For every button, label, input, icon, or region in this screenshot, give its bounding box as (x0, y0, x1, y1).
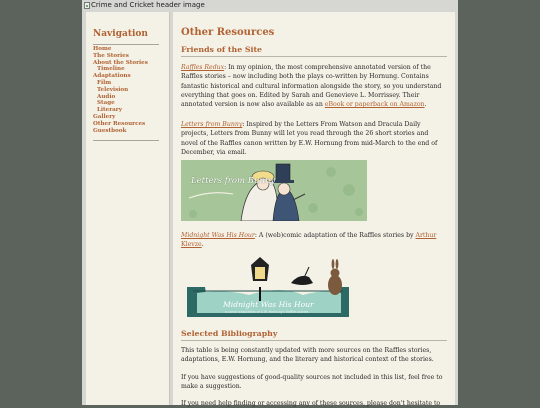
raffles-redux-text-end: . (424, 101, 427, 109)
friends-heading: Friends of the Site (181, 45, 263, 54)
bibliography-paragraph-3: If you need help finding or accessing any of these sources, please don't hesitate to (181, 400, 441, 407)
bibliography-heading-divider (181, 340, 447, 341)
midnight-banner-subtitle: a comic adaptation of E.W. Hornung's Raffles stories (225, 310, 309, 314)
letters-from-bunny-link[interactable]: Letters from Bunny (181, 121, 243, 128)
sidebar-item-home[interactable]: Home (93, 46, 112, 52)
sidebar-item-the-stories[interactable]: The Stories (93, 52, 129, 59)
sidebar-item-gallery[interactable]: Gallery (93, 113, 116, 120)
header-image (84, 0, 205, 10)
letters-from-bunny-banner-title: Letters from Bunny (191, 176, 276, 186)
sidebar-item-timeline[interactable]: Timeline (97, 66, 125, 73)
midnight-paragraph (181, 231, 445, 250)
sidebar-bottom-divider (93, 140, 159, 141)
letters-from-bunny-illustration (181, 160, 367, 221)
sidebar-title-divider (93, 44, 159, 45)
sidebar-item-about-the-stories[interactable]: About the Stories (93, 59, 148, 66)
sidebar-item-stage[interactable]: Stage (97, 100, 115, 107)
sidebar-item-audio[interactable]: Audio (97, 93, 116, 100)
sidebar-nav-list (93, 46, 148, 134)
midnight-banner-title: Midnight Was His Hour (223, 300, 314, 309)
raffles-redux-text: : In my opinion, the most comprehensive annotated version of the Raffles stories – now including both the plays co-written by Hornung. Contains fantastic historical and cultural information alongside the story, so you understand everything that goes on. Edited by Sarah and Genevieve L. Morrissey. Their annotated version is now also available as an (181, 64, 442, 109)
bibliography-heading: Selected Bibliography (181, 329, 278, 338)
header-image-alt-text: Crime and Cricket header image (91, 0, 205, 9)
midnight-was-his-hour-banner[interactable] (185, 255, 351, 319)
arthur-klevze-link[interactable]: Arthur Klevze (181, 232, 437, 249)
sidebar-item-television[interactable]: Television (97, 86, 129, 93)
main-content (173, 12, 455, 405)
sidebar-item-adaptations[interactable]: Adaptations (93, 73, 131, 80)
page-title: Other Resources (181, 27, 275, 38)
sidebar-item-literary[interactable]: Literary (97, 107, 122, 114)
midnight-text: : A (web)comic adaptation of the Raffles stories by (254, 232, 416, 239)
sidebar (86, 12, 170, 405)
friends-heading-divider (181, 56, 447, 57)
amazon-link[interactable]: eBook or paperback on Amazon (324, 101, 425, 109)
sidebar-title: Navigation (93, 29, 148, 39)
raffles-redux-link[interactable]: Raffles Redux (181, 64, 225, 71)
letters-from-bunny-text: : Inspired by the Letters From Watson and Dracula Daily projects, Letters from Bunny will let you read through the 26 short stories and novel of the Raffles canon written by E.W. Hornung from mid-March to the end of December, via email. (181, 121, 438, 156)
letters-from-bunny-paragraph (181, 120, 445, 157)
broken-image-icon (84, 2, 90, 9)
letters-from-bunny-banner[interactable] (181, 160, 367, 221)
sidebar-item-film[interactable]: Film (97, 79, 112, 86)
midnight-was-his-hour-link[interactable]: Midnight Was His Hour (181, 232, 255, 239)
midnight-text-end: . (201, 241, 204, 249)
raffles-redux-paragraph (181, 63, 445, 109)
sidebar-item-guestbook[interactable]: Guestbook (93, 127, 127, 134)
bibliography-paragraph-1: This table is being constantly updated with more sources on the Raffles stories, adaptations, E.W. Hornung, and the literary and historical context of the stories. (181, 347, 434, 364)
bibliography-paragraph-2: If you have suggestions of good-quality sources not included in this list, feel free to make a suggestion. (181, 374, 443, 391)
sidebar-item-other-resources[interactable]: Other Resources (93, 120, 146, 127)
